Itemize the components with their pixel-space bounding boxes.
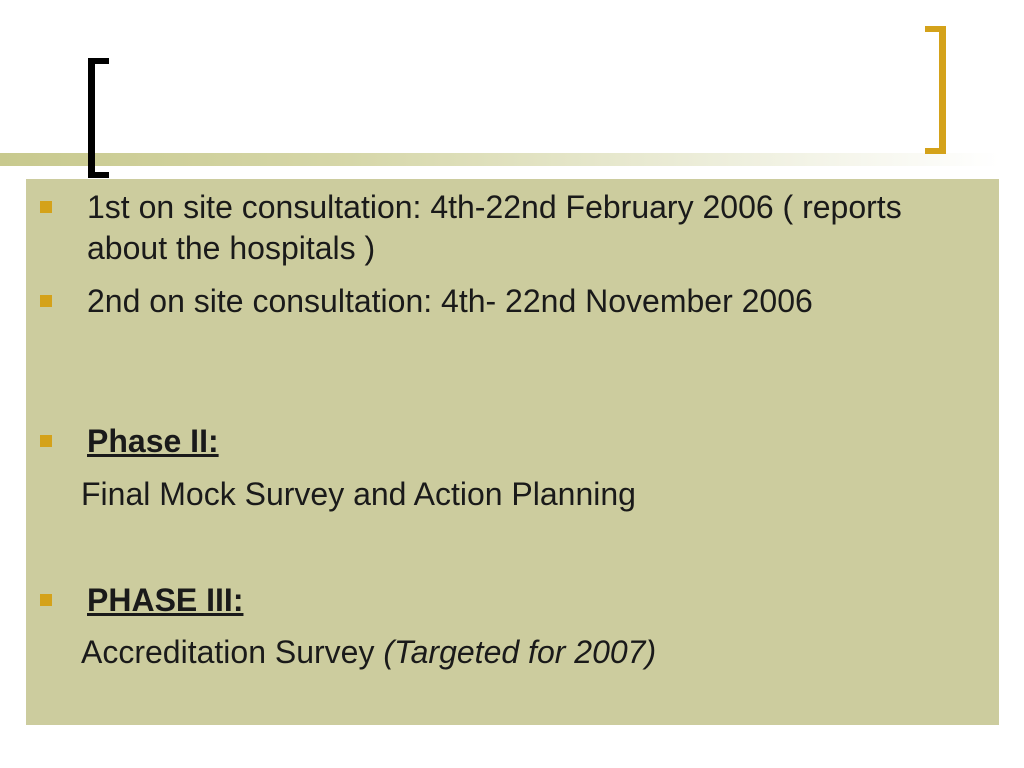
phase-3-heading: PHASE III: (87, 582, 244, 618)
square-bullet-icon (40, 435, 52, 447)
content-box (26, 179, 999, 725)
bullet-text: 2nd on site consultation: 4th- 22nd November 2006 (87, 283, 813, 319)
decorative-gradient-band (0, 153, 1000, 166)
right-bracket-decoration (925, 26, 946, 154)
phase-3-detail-text: Accreditation Survey (81, 634, 384, 670)
phase-3-detail (81, 632, 656, 673)
square-bullet-icon (40, 295, 52, 307)
phase-2-heading: Phase II: (87, 423, 219, 459)
left-bracket-decoration (88, 58, 109, 178)
phase-3-detail-italic: (Targeted for 2007) (383, 634, 657, 670)
bullet-text: 1st on site consultation: 4th-22nd February 2006 ( reports about the hospitals ) (87, 189, 902, 266)
square-bullet-icon (40, 201, 52, 213)
square-bullet-icon (40, 594, 52, 606)
phase-2-detail: Final Mock Survey and Action Planning (81, 476, 636, 512)
